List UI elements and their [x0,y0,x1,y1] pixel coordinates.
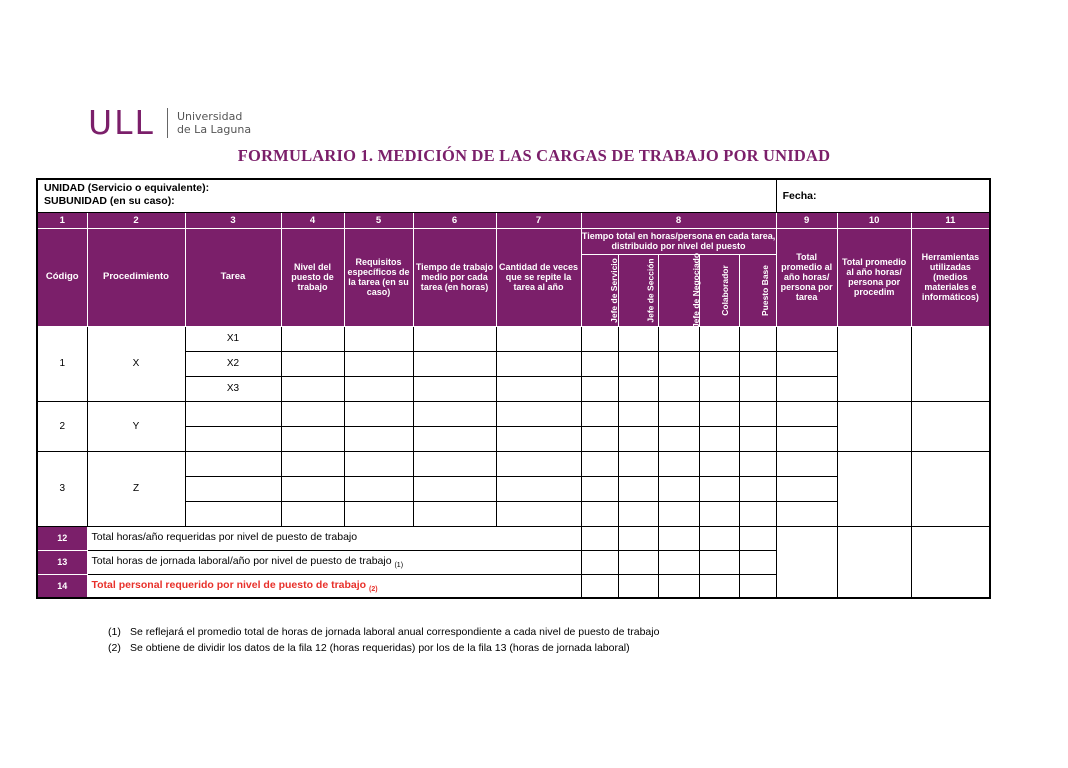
input-cell[interactable] [699,326,739,351]
input-cell[interactable] [281,351,344,376]
col-number-5: 5 [344,212,413,228]
input-cell[interactable] [618,376,658,401]
input-cell[interactable] [496,451,581,476]
input-cell[interactable] [281,376,344,401]
input-cell[interactable] [776,501,837,526]
input-cell[interactable] [618,476,658,501]
input-cell[interactable] [344,401,413,426]
input-cell[interactable] [739,351,776,376]
col-number-10: 10 [837,212,911,228]
logo-line-1: Universidad [176,109,243,123]
workload-form-table [36,178,991,599]
input-cell[interactable] [344,476,413,501]
page-title: FORMULARIO 1. MEDICIÓN DE LAS CARGAS DE TRABAJO POR UNIDAD [237,146,831,165]
input-cell[interactable] [496,351,581,376]
input-cell[interactable] [581,526,618,550]
unit-field[interactable] [37,179,776,212]
input-cell[interactable] [496,401,581,426]
summary-label: Total horas de jornada laboral/año por nivel de puesto de trabajo $_{(1)}$ [87,550,581,574]
input-cell[interactable] [185,476,281,501]
col-number-2: 2 [87,212,185,228]
header-herramientas: Herramientas utilizadas (medios materiales e informáticos) [911,228,990,326]
input-cell[interactable] [496,376,581,401]
input-cell[interactable] [739,376,776,401]
header-cantidad: Cantidad de veces que se repite la tarea al año [496,228,581,326]
input-cell[interactable] [344,426,413,451]
input-cell[interactable] [413,326,496,351]
input-cell[interactable] [776,426,837,451]
input-cell[interactable] [618,401,658,426]
input-cell[interactable] [911,401,990,451]
input-cell[interactable] [581,451,618,476]
header-jefe-servicio: Jefe de Servicio [581,254,618,326]
input-cell[interactable] [618,426,658,451]
input-cell[interactable] [658,451,699,476]
input-cell[interactable] [581,501,618,526]
input-cell[interactable] [581,574,618,598]
input-cell[interactable] [281,501,344,526]
header-total-promedio: Total promedio al año horas/ persona por tarea [776,228,837,326]
input-cell[interactable] [281,476,344,501]
input-cell[interactable] [581,476,618,501]
input-cell[interactable] [496,476,581,501]
input-cell[interactable] [911,451,990,526]
header-puesto-base: Puesto Base [739,254,776,326]
col-number-6: 6 [413,212,496,228]
row-code: 2 [37,401,87,451]
col-number-1: 1 [37,212,87,228]
input-cell[interactable] [699,426,739,451]
header-total-promedio-proc: Total promedio al año horas/ persona por procedim [837,228,911,326]
input-cell[interactable] [776,451,837,476]
date-label: Fecha: [782,189,817,202]
footnotes [108,624,659,656]
row-task: X2 [185,351,281,376]
input-cell[interactable] [658,574,699,598]
footnote-1: (1) Se reflejará el promedio total de horas de jornada laboral anual correspondiente a cada nivel de puesto de trabajo [108,626,660,638]
input-cell[interactable] [658,526,699,550]
input-cell[interactable] [739,476,776,501]
input-cell[interactable] [281,451,344,476]
input-cell[interactable] [739,526,776,550]
input-cell[interactable] [344,326,413,351]
input-cell[interactable] [837,326,911,401]
row-procedure: Z [87,451,185,526]
input-cell[interactable] [776,351,837,376]
input-cell[interactable] [699,550,739,574]
input-cell[interactable] [658,351,699,376]
summary-label: Total horas/año requeridas por nivel de puesto de trabajo [87,526,581,550]
input-cell[interactable] [185,451,281,476]
input-cell[interactable] [837,526,911,598]
date-field[interactable] [776,179,990,212]
input-cell[interactable] [658,501,699,526]
input-cell[interactable] [618,574,658,598]
input-cell[interactable] [496,426,581,451]
header-jefe-seccion: Jefe de Sección [618,254,658,326]
unit-label: UNIDAD (Servicio o equivalente): [44,182,210,194]
col-number-4: 4 [281,212,344,228]
input-cell[interactable] [776,326,837,351]
input-cell[interactable] [581,351,618,376]
input-cell[interactable] [776,401,837,426]
col-number-8: 8 [581,212,776,228]
input-cell[interactable] [185,426,281,451]
input-cell[interactable] [496,501,581,526]
input-cell[interactable] [739,451,776,476]
input-cell[interactable] [344,451,413,476]
summary-label-highlight: Total personal requerido por nivel de puesto de trabajo $_{(2)}$ [87,574,581,598]
col-number-7: 7 [496,212,581,228]
summary-number: 12 [37,526,87,550]
input-cell[interactable] [739,550,776,574]
col-number-3: 3 [185,212,281,228]
input-cell[interactable] [413,501,496,526]
input-cell[interactable] [185,401,281,426]
input-cell[interactable] [413,351,496,376]
input-cell[interactable] [581,401,618,426]
input-cell[interactable] [581,426,618,451]
input-cell[interactable] [776,526,837,598]
input-cell[interactable] [699,451,739,476]
row-code: 3 [37,451,87,526]
summary-row [37,526,990,550]
input-cell[interactable] [618,351,658,376]
input-cell[interactable] [581,326,618,351]
input-cell[interactable] [699,526,739,550]
input-cell[interactable] [618,326,658,351]
logo-line-2: de La Laguna [176,122,252,136]
summary-number: 14 [37,574,87,598]
header-codigo: Código [37,228,87,326]
input-cell[interactable] [618,550,658,574]
input-cell[interactable] [281,426,344,451]
table-row [37,451,990,476]
input-cell[interactable] [344,351,413,376]
input-cell[interactable] [911,326,990,401]
input-cell[interactable] [413,476,496,501]
logo-text [177,110,251,136]
input-cell[interactable] [739,426,776,451]
input-cell[interactable] [658,376,699,401]
input-cell[interactable] [344,501,413,526]
header-tarea: Tarea [185,228,281,326]
input-cell[interactable] [185,501,281,526]
header-jefe-negociado: Jefe de Negociado [658,254,699,326]
header-colaborador: Colaborador [699,254,739,326]
table-row [37,326,990,351]
input-cell[interactable] [658,476,699,501]
input-cell[interactable] [699,351,739,376]
input-cell[interactable] [344,376,413,401]
input-cell[interactable] [699,574,739,598]
footnote-2: (2) Se obtiene de dividir los datos de la fila 12 (horas requeridas) por los de la fila 13 (horas de jornada laboral) [108,642,630,654]
input-cell[interactable] [658,326,699,351]
row-code: 1 [37,326,87,401]
input-cell[interactable] [658,550,699,574]
input-cell[interactable] [658,426,699,451]
input-cell[interactable] [413,426,496,451]
input-cell[interactable] [911,526,990,598]
col-number-9: 9 [776,212,837,228]
header-nivel: Nivel del puesto de trabajo [281,228,344,326]
input-cell[interactable] [496,326,581,351]
input-cell[interactable] [281,401,344,426]
university-logo [88,103,252,142]
logo-divider [167,108,168,138]
input-cell[interactable] [739,401,776,426]
header-tiempo: Tiempo de trabajo medio por cada tarea (en horas) [413,228,496,326]
input-cell[interactable] [699,501,739,526]
row-task: X1 [185,326,281,351]
input-cell[interactable] [618,526,658,550]
col-number-11: 11 [911,212,990,228]
input-cell[interactable] [581,376,618,401]
row-task: X3 [185,376,281,401]
header-tiempo-total: Tiempo total en horas/persona en cada tarea, distribuido por nivel del puesto [581,228,776,254]
input-cell[interactable] [413,401,496,426]
input-cell[interactable] [699,401,739,426]
input-cell[interactable] [581,550,618,574]
input-cell[interactable] [739,326,776,351]
input-cell[interactable] [776,476,837,501]
header-procedimiento: Procedimiento [87,228,185,326]
input-cell[interactable] [837,401,911,451]
input-cell[interactable] [739,501,776,526]
input-cell[interactable] [699,476,739,501]
input-cell[interactable] [413,451,496,476]
input-cell[interactable] [776,376,837,401]
input-cell[interactable] [699,376,739,401]
row-procedure: X [87,326,185,401]
input-cell[interactable] [281,326,344,351]
input-cell[interactable] [739,574,776,598]
input-cell[interactable] [618,451,658,476]
input-cell[interactable] [658,401,699,426]
input-cell[interactable] [413,376,496,401]
input-cell[interactable] [618,501,658,526]
input-cell[interactable] [837,451,911,526]
summary-number: 13 [37,550,87,574]
row-procedure: Y [87,401,185,451]
logo-mark: ULL [88,103,155,142]
table-row [37,401,990,426]
subunit-label: SUBUNIDAD (en su caso): [44,195,175,207]
header-requisitos: Requisitos específicos de la tarea (en su caso) [344,228,413,326]
